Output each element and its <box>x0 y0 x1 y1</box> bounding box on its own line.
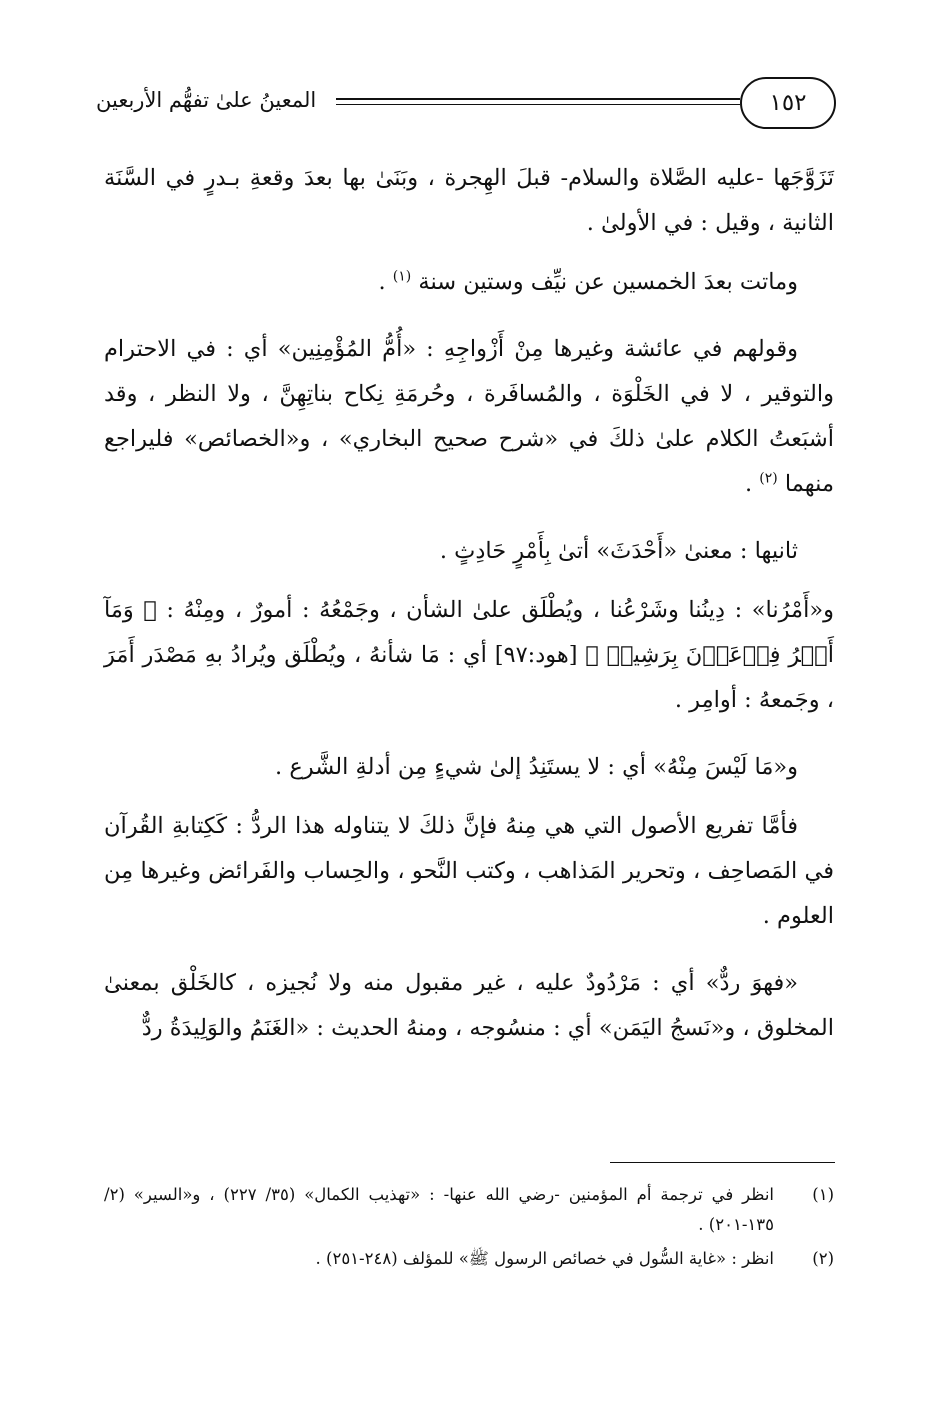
header-rule <box>336 98 740 100</box>
paragraph <box>104 327 834 507</box>
footnote-item <box>104 1244 834 1274</box>
footnote-separator <box>610 1162 835 1163</box>
footnote-text: انظر : «غاية السُّول في خصائص الرسول ﷺ» للمؤلف (٢٤٨-٢٥١) . <box>315 1249 774 1268</box>
paragraph-text: وقولهم في عائشة وغيرها مِنْ أَزْواجِهِ : «أُمُّ المُؤْمِنِين» أي : في الاحترام والتوقير ، لا في الخَلْوَة ، والمُسافَرة ، وحُرمَةِ نِكاح بناتِهِنَّ ، ولا النظر ، وقد أشبَعتُ الكلام علىٰ ذلكَ في «شرح صحيح البخاري» ، و«الخصائص» فليراجع منهما <box>104 336 834 497</box>
main-text <box>104 156 834 1073</box>
sentence-end: . <box>378 269 393 295</box>
footnote-text: انظر في ترجمة أم المؤمنين -رضي الله عنها- : «تهذيب الكمال» (٣٥/ ٢٢٧) ، و«السير» (٢/ ١٣٥-٢٠١) . <box>104 1185 774 1234</box>
paragraph <box>104 260 834 305</box>
paragraph: فأمَّا تفريع الأصول التي هي مِنهُ فإنَّ ذلكَ لا يتناوله هذا الردُّ : كَكِتابةِ القُرآن في المَصاحِف ، وتحرير المَذاهب ، وكتب النَّحو ، والحِساب والفَرائض وغيرها مِن العلوم . <box>104 813 834 929</box>
paragraph: و«أَمْرُنا» : دِينُنا وشَرْعُنا ، ويُطْلَق علىٰ الشأن ، وجَمْعُهُ : أمورٌ ، ومِنْهُ : ﴿ وَمَآ أَمۡرُ فِرۡعَوۡنَ بِرَشِيدٖ ﴾ [هود:٩٧] أي : مَا شأنهُ ، ويُطْلَق ويُرادُ بهِ مَصْدَر أَمَرَ ، وجَمعهُ : أوامِر . <box>104 597 834 713</box>
header-rule-thin <box>336 104 740 105</box>
footnote-ref[interactable]: (١) <box>392 268 412 285</box>
paragraph: «فهوَ ردٌّ» أي : مَرْدُودٌ عليه ، غير مقبول منه ولا نُجيزه ، كالخَلْق بمعنىٰ المخلوق ، و«نَسجُ اليَمَن» أي : منسُوجه ، ومنهُ الحديث : «الغَنَمُ والوَلِيدَةُ ردٌّ <box>104 970 834 1041</box>
sentence-end: . <box>744 471 760 497</box>
footnote-number: (١) <box>812 1185 834 1204</box>
paragraph-text: وماتت بعدَ الخمسين عن نيِّف وستين سنة <box>418 269 798 295</box>
footnote-item <box>104 1180 834 1240</box>
page-header <box>96 76 836 132</box>
paragraph: و«مَا لَيْسَ مِنْهُ» أي : لا يستَنِدُ إلىٰ شيءٍ مِن أدلةِ الشَّرع . <box>275 754 798 780</box>
paragraph: ثانيها : معنىٰ «أَحْدَثَ» أتىٰ بِأَمْرٍ حَادِثٍ . <box>439 538 798 564</box>
paragraph: تَزَوَّجَها -عليه الصَّلاة والسلام- قبلَ الهِجرة ، وبَنَىٰ بها بعدَ وقعةِ بـدرٍ في السَّنَة الثانية ، وقيل : في الأولىٰ . <box>104 165 834 236</box>
running-title: المعينُ علىٰ تفهُّم الأربعين <box>96 88 317 112</box>
footnotes <box>104 1180 834 1278</box>
footnote-ref[interactable]: (٢) <box>759 470 778 487</box>
footnote-number: (٢) <box>812 1249 834 1268</box>
page-number-badge: ١٥٢ <box>740 77 836 129</box>
